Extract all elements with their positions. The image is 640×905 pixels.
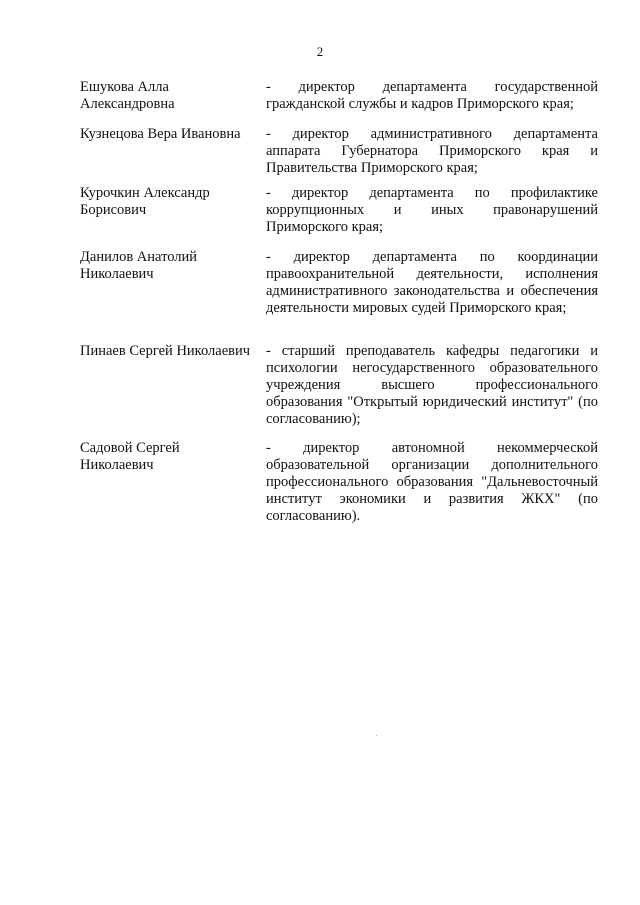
member-entry xyxy=(80,343,598,440)
member-name: Пинаев Сергей Николаевич xyxy=(80,343,251,359)
member-list xyxy=(80,79,598,524)
member-entry xyxy=(80,126,598,185)
member-entry xyxy=(80,79,598,126)
member-name: Ешукова Алла Александровна xyxy=(80,79,175,112)
member-position: - директор департамента государственной гражданской службы и кадров Приморского края; xyxy=(266,79,598,112)
member-position: - директор департамента по профилактике коррупционных и иных правонарушений Приморского края; xyxy=(266,185,598,235)
member-entry xyxy=(80,249,598,343)
member-position: - директор административного департамента аппарата Губернатора Приморского края и Правительства Приморского края; xyxy=(266,126,598,176)
member-entry xyxy=(80,440,598,524)
member-name: Данилов Анатолий Николаевич xyxy=(80,249,198,282)
member-name: Садовой Сергей Николаевич xyxy=(80,440,180,473)
page-number: 2 xyxy=(316,44,324,59)
member-position: - директор автономной некоммерческой образовательной организации дополнительного профессионального образования "Дальневосточный институт экономики и развития ЖКХ" (по согласованию). xyxy=(266,440,598,524)
member-position: - старший преподаватель кафедры педагогики и психологии негосударственного образовательного учреждения высшего профессионального образования "Открытый юридический институт" (по согласованию); xyxy=(266,343,598,427)
member-name: Курочкин Александр Борисович xyxy=(80,185,210,218)
scan-speck xyxy=(376,735,377,736)
member-position: - директор департамента по координации правоохранительной деятельности, исполнения административного законодательства и обеспечения деятельности мировых судей Приморского края; xyxy=(266,249,598,316)
member-name: Кузнецова Вера Ивановна xyxy=(80,126,241,142)
member-entry xyxy=(80,185,598,249)
